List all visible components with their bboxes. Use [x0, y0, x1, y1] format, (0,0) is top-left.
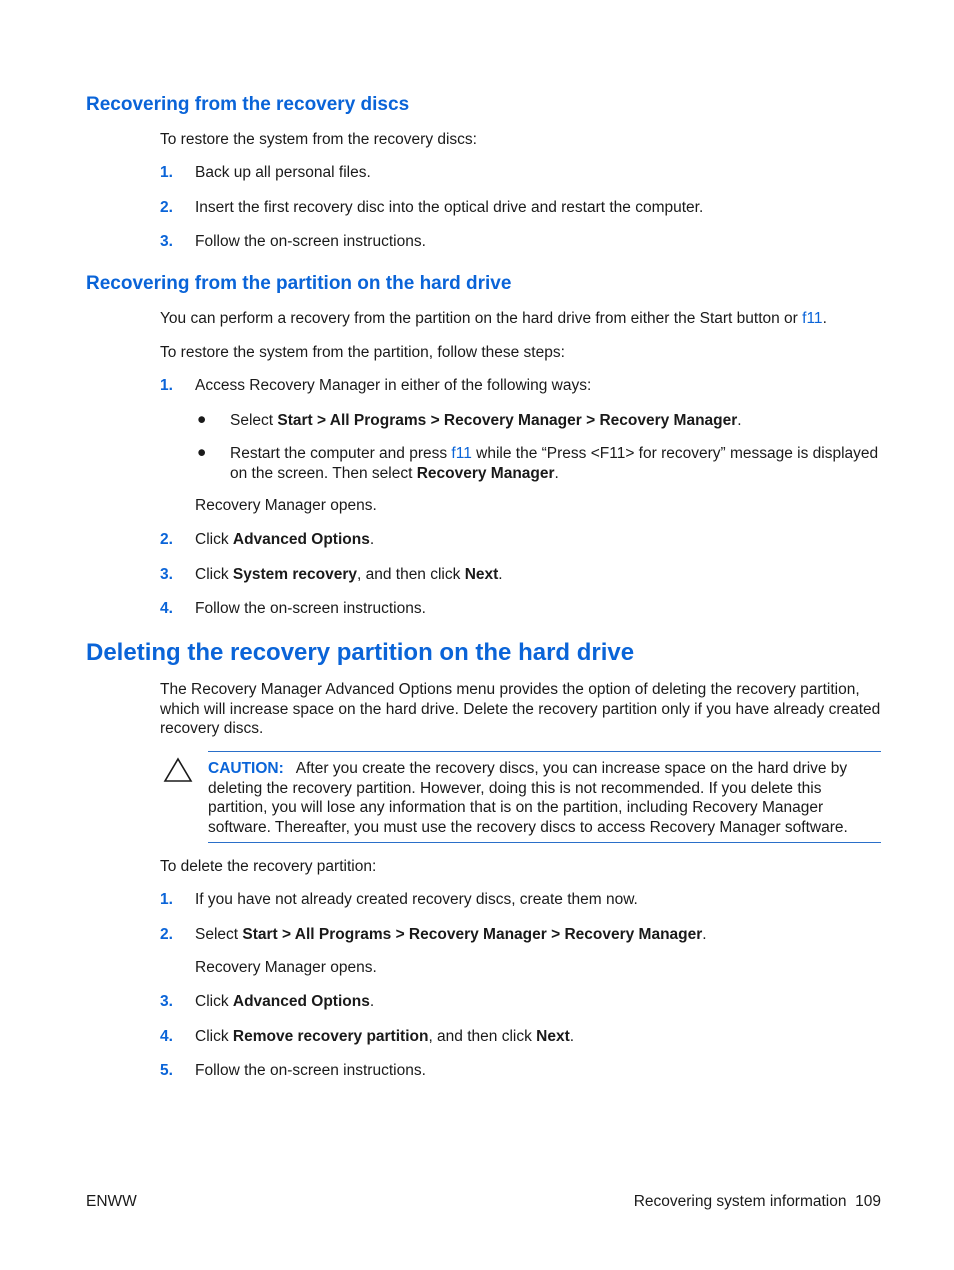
step-number: 1.: [160, 164, 173, 181]
step-text: Follow the on-screen instructions.: [195, 600, 426, 617]
text: Click: [195, 993, 233, 1010]
step-text: [195, 566, 503, 584]
menu-item: Advanced Options: [232, 531, 370, 548]
paragraph: The Recovery Manager Advanced Options menu provides the option of deleting the recovery partition, which will increase space on the hard drive. Delete the recovery partition only if you have already created recovery discs.: [160, 681, 881, 737]
page-number: 109: [855, 1193, 881, 1210]
paragraph-text: .: [822, 310, 827, 327]
bullet-icon: ●: [197, 444, 207, 461]
step-text: Follow the on-screen instructions.: [195, 1062, 426, 1079]
step-number: 2.: [160, 199, 173, 216]
step-number: 2.: [160, 531, 173, 548]
menu-item: System recovery: [232, 566, 357, 583]
caution-label: CAUTION:: [208, 760, 284, 777]
step-text: If you have not already created recovery discs, create them now.: [195, 891, 638, 908]
note-text: Recovery Manager opens.: [195, 497, 377, 514]
text: .: [554, 465, 559, 482]
section-heading-deleting: Deleting the recovery partition on the hard drive: [86, 639, 635, 666]
section-heading-partition: Recovering from the partition on the hard drive: [86, 273, 512, 294]
text: .: [498, 566, 503, 583]
f11-key: f11: [802, 310, 823, 327]
text: Restart the computer and press: [230, 445, 452, 462]
paragraph: To restore the system from the partition, follow these steps:: [160, 344, 565, 361]
caution-box: [208, 759, 882, 837]
footer-section-title: Recovering system information: [633, 1193, 847, 1210]
paragraph: To delete the recovery partition:: [160, 858, 377, 875]
text: Select: [230, 412, 278, 429]
menu-item: Next: [536, 1028, 570, 1045]
menu-item: Next: [464, 566, 499, 583]
step-text: [195, 531, 374, 549]
text: Click: [195, 531, 233, 548]
step-text: [195, 1028, 574, 1046]
section-intro: To restore the system from the recovery discs:: [160, 131, 477, 148]
step-number: 1.: [160, 891, 173, 908]
text: , and then click: [428, 1028, 537, 1045]
bullet-text: [230, 411, 742, 431]
step-number: 2.: [160, 926, 173, 943]
text: , and then click: [356, 566, 465, 583]
text: Select: [195, 926, 243, 943]
step-number: 3.: [160, 993, 173, 1010]
step-number: 4.: [160, 600, 173, 617]
paragraph: [160, 309, 827, 329]
step-text: [195, 993, 374, 1011]
step-number: 1.: [160, 377, 173, 394]
step-text: Access Recovery Manager in either of the following ways:: [195, 377, 592, 394]
caution-text: After you create the recovery discs, you can increase space on the hard drive by deleting the recovery partition. However, doing this is not recommended. If you delete this partition, you will lose any information that is on the partition, including Recovery Manager software. Thereafter, you must use the recovery discs to access Recovery Manager software.: [208, 760, 848, 836]
step-text: [195, 926, 707, 944]
caution-top-rule: [208, 751, 881, 752]
text: .: [369, 531, 375, 548]
text: .: [737, 412, 742, 429]
step-text: Back up all personal files.: [195, 164, 371, 181]
f11-key: f11: [451, 445, 472, 462]
text: .: [702, 926, 707, 943]
text: while the “Press <F11> for recovery” message is displayed on the screen. Then select: [230, 445, 879, 482]
caution-icon: [163, 757, 193, 783]
step-number: 5.: [160, 1062, 173, 1079]
step-number: 3.: [160, 233, 173, 250]
menu-item: Recovery Manager: [416, 465, 555, 482]
bullet-icon: ●: [197, 411, 207, 428]
menu-item: Advanced Options: [232, 993, 370, 1010]
text: .: [569, 1028, 575, 1045]
menu-item: Remove recovery partition: [232, 1028, 429, 1045]
section-heading-recovery-discs: Recovering from the recovery discs: [86, 94, 410, 115]
step-number: 3.: [160, 566, 173, 583]
menu-path: Start > All Programs > Recovery Manager > Recovery Manager: [277, 412, 738, 429]
menu-path: Start > All Programs > Recovery Manager > Recovery Manager: [242, 926, 703, 943]
text: .: [369, 993, 375, 1010]
footer-right: [634, 1193, 881, 1211]
step-number: 4.: [160, 1028, 173, 1045]
step-text: Follow the on-screen instructions.: [195, 233, 426, 250]
paragraph-text: You can perform a recovery from the partition on the hard drive from either the Start button or: [160, 310, 803, 327]
caution-bottom-rule: [208, 842, 881, 843]
step-text: Insert the first recovery disc into the optical drive and restart the computer.: [195, 199, 704, 216]
text: Click: [195, 1028, 233, 1045]
text: Click: [195, 566, 233, 583]
bullet-text: [230, 444, 885, 484]
note-text: Recovery Manager opens.: [195, 959, 377, 976]
footer-left: ENWW: [86, 1193, 137, 1210]
